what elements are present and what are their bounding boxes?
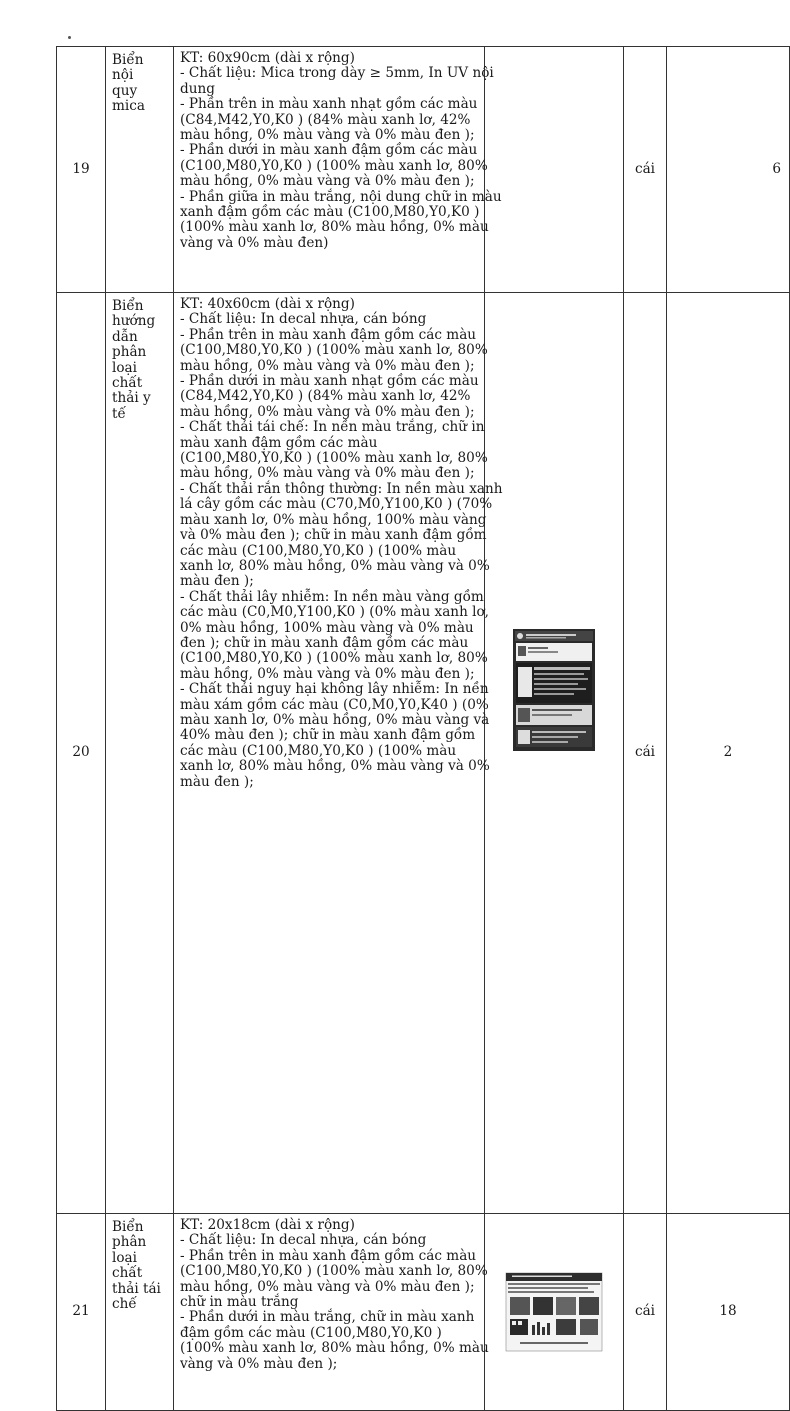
spec-line: (C100,M80,Y0,K0 ) (100% màu xanh lơ, 80% xyxy=(180,157,488,174)
item-name-line: thải y xyxy=(112,390,151,407)
spec-line: màu xanh lơ, 0% màu hồng, 100% màu vàng xyxy=(180,511,487,528)
item-name-line: dẫn xyxy=(112,328,138,345)
spec-line: KT: 60x90cm (dài x rộng) xyxy=(180,50,355,66)
item-name-line: chất xyxy=(112,1265,143,1282)
spec-line: màu xanh lơ, 0% màu hồng, 0% màu vàng và xyxy=(180,711,490,728)
spec-line: - Chất thải lây nhiễm: In nền màu vàng gồm xyxy=(180,588,484,605)
spec-line: và 0% màu đen ); chữ in màu xanh đậm gồm xyxy=(180,527,487,544)
spec-line: - Phần trên in màu xanh đậm gồm các màu xyxy=(180,1247,477,1264)
spec-line: vàng và 0% màu đen) xyxy=(180,234,329,251)
spec-line: - Chất liệu: In decal nhựa, cán bóng xyxy=(180,311,427,328)
spec-line: 40% màu đen ); chữ in màu xanh đậm gồm xyxy=(180,727,476,744)
item-name-line: loại xyxy=(112,359,137,376)
spec-line: các màu (C100,M80,Y0,K0 ) (100% màu xyxy=(180,742,457,759)
unit-cell: cái xyxy=(624,47,667,293)
spec-line: - Phần giữa in màu trắng, nội dung chữ in màu xyxy=(180,188,502,205)
item-name-line: chất xyxy=(112,375,143,392)
item-name-line: phân xyxy=(112,1234,147,1251)
item-image-cell xyxy=(485,47,624,293)
spec-line: các màu (C0,M0,Y100,K0 ) (0% màu xanh lơ, xyxy=(180,604,489,621)
spec-line: - Phần trên in màu xanh đậm gồm các màu xyxy=(180,326,477,343)
item-name-line: Biển xyxy=(112,1219,144,1235)
table-row xyxy=(57,293,790,1214)
spec-line: chữ in màu trắng xyxy=(180,1294,299,1311)
unit-cell: cái xyxy=(624,1214,667,1411)
item-name-line: quy xyxy=(112,82,138,99)
spec-line: màu đen ); xyxy=(180,773,254,790)
spec-line: (C100,M80,Y0,K0 ) (100% màu xanh lơ, 80% xyxy=(180,450,488,467)
spec-line: - Phần dưới in màu xanh nhạt gồm các màu xyxy=(180,373,479,390)
item-name-line: tế xyxy=(112,405,126,422)
row-number: 20 xyxy=(57,293,106,1214)
recycling-sign-thumbnail xyxy=(506,1273,602,1351)
item-name-line: Biển xyxy=(112,52,144,68)
spec-line: màu xám gồm các màu (C0,M0,Y0,K40 ) (0% xyxy=(180,696,489,713)
spec-line: (C100,M80,Y0,K0 ) (100% màu xanh lơ, 80% xyxy=(180,650,488,667)
spec-line: - Chất liệu: Mica trong dày ≥ 5mm, In UV nội xyxy=(180,65,494,82)
spec-line: màu hồng, 0% màu vàng và 0% màu đen ); xyxy=(180,127,475,144)
spec-line: vàng và 0% màu đen ); xyxy=(180,1355,338,1372)
item-name-line: thải tái xyxy=(112,1280,161,1297)
spec-line: - Chất thải rắn thông thường: In nền màu xanh xyxy=(180,480,503,497)
spec-line: (C100,M80,Y0,K0 ) (100% màu xanh lơ, 80% xyxy=(180,342,488,359)
spec-line: màu đen ); xyxy=(180,573,254,590)
spec-line: (C84,M42,Y0,K0 ) (84% màu xanh lơ, 42% xyxy=(180,111,471,128)
spec-line: xanh đậm gồm các màu (C100,M80,Y0,K0 ) xyxy=(180,204,480,221)
unit-cell: cái xyxy=(624,293,667,1214)
item-name-line: Biển xyxy=(112,298,144,314)
spec-line: dung xyxy=(180,80,215,97)
spec-line: KT: 20x18cm (dài x rộng) xyxy=(180,1217,355,1233)
spec-line: màu hồng, 0% màu vàng và 0% màu đen ); xyxy=(180,403,475,420)
spec-line: - Chất thải tái chế: In nền màu trắng, chữ in xyxy=(180,419,485,436)
spec-line: màu hồng, 0% màu vàng và 0% màu đen ); xyxy=(180,1278,475,1295)
item-image-cell xyxy=(485,293,624,1214)
spec-line: màu hồng, 0% màu vàng và 0% màu đen ); xyxy=(180,665,475,682)
item-name-line: hướng xyxy=(112,313,156,330)
spec-line: (100% màu xanh lơ, 80% màu hồng, 0% màu xyxy=(180,1340,489,1357)
item-spec xyxy=(174,293,503,1214)
row-number: 19 xyxy=(57,47,106,293)
item-spec xyxy=(174,1214,489,1411)
spec-line: (C84,M42,Y0,K0 ) (84% màu xanh lơ, 42% xyxy=(180,388,471,405)
spec-line: xanh lơ, 80% màu hồng, 0% màu vàng và 0% xyxy=(180,758,490,775)
spec-line: (C100,M80,Y0,K0 ) (100% màu xanh lơ, 80% xyxy=(180,1263,488,1280)
spec-line: đen ); chữ in màu xanh đậm gồm các màu xyxy=(180,634,469,651)
quantity-cell: 2 xyxy=(667,293,790,1214)
spec-line: màu xanh đậm gồm các màu xyxy=(180,434,378,451)
item-name xyxy=(106,293,174,1214)
row-number: 21 xyxy=(57,1214,106,1411)
spec-line: KT: 40x60cm (dài x rộng) xyxy=(180,296,355,312)
spec-line: - Chất liệu: In decal nhựa, cán bóng xyxy=(180,1232,427,1249)
item-spec xyxy=(174,47,502,293)
item-name-line: phân xyxy=(112,344,147,361)
item-name-line: loại xyxy=(112,1249,137,1266)
spec-line: - Phần dưới in màu xanh đậm gồm các màu xyxy=(180,142,478,159)
spec-table xyxy=(56,46,790,1411)
spec-line: xanh lơ, 80% màu hồng, 0% màu vàng và 0% xyxy=(180,557,490,574)
table-row xyxy=(57,47,790,293)
spec-line: - Chất thải nguy hại không lây nhiễm: In nền xyxy=(180,681,489,698)
spec-line: 0% màu hồng, 100% màu vàng và 0% màu xyxy=(180,619,474,636)
spec-line: màu hồng, 0% màu vàng và 0% màu đen ); xyxy=(180,465,475,482)
spec-line: (100% màu xanh lơ, 80% màu hồng, 0% màu xyxy=(180,219,489,236)
item-image-cell xyxy=(485,1214,624,1411)
item-name-line: chế xyxy=(112,1296,137,1313)
item-name-line: nội xyxy=(112,67,134,84)
spec-line: - Phần dưới in màu trắng, chữ in màu xanh xyxy=(180,1309,475,1326)
spec-line: màu hồng, 0% màu vàng và 0% màu đen ); xyxy=(180,173,475,190)
quantity-cell: 6 xyxy=(667,47,790,293)
waste-guide-sign-thumbnail xyxy=(513,629,595,751)
quantity-cell: 18 xyxy=(667,1214,790,1411)
item-name xyxy=(106,1214,174,1411)
spec-line: lá cây gồm các màu (C70,M0,Y100,K0 ) (70% xyxy=(180,496,493,513)
item-name-line: mica xyxy=(112,98,145,115)
spec-line: - Phần trên in màu xanh nhạt gồm các màu xyxy=(180,96,478,113)
spec-line: màu hồng, 0% màu vàng và 0% màu đen ); xyxy=(180,357,475,374)
scan-mark xyxy=(68,36,71,39)
table-row xyxy=(57,1214,790,1411)
item-name xyxy=(106,47,174,293)
spec-line: các màu (C100,M80,Y0,K0 ) (100% màu xyxy=(180,542,457,559)
spec-line: đậm gồm các màu (C100,M80,Y0,K0 ) xyxy=(180,1324,442,1341)
